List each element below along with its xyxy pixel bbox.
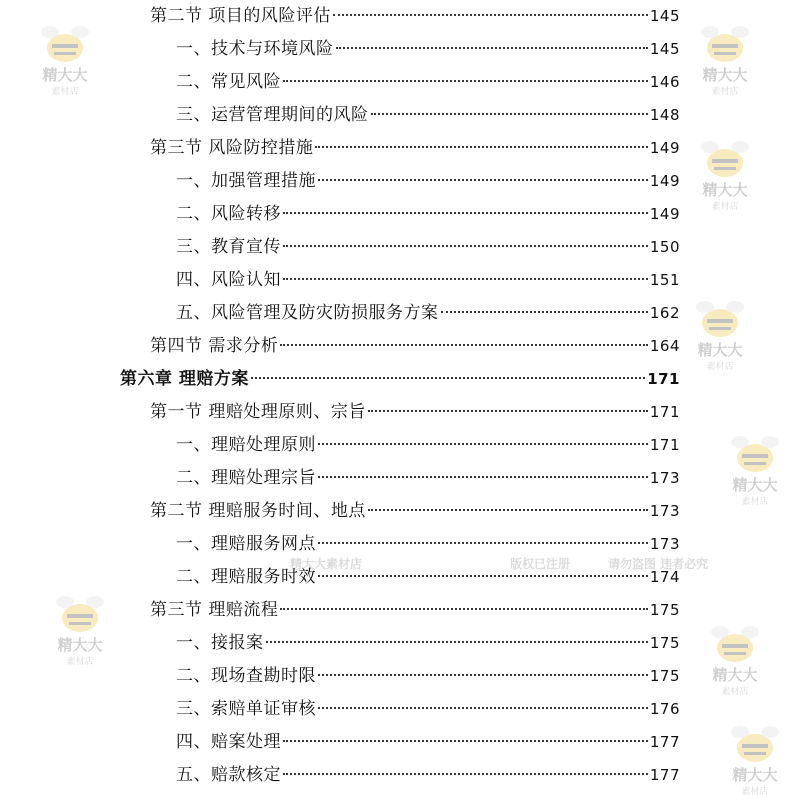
toc-title: 第六章 理赔方案 [120, 369, 249, 389]
toc-leader-dots [333, 14, 648, 16]
toc-title: 三、运营管理期间的风险 [176, 105, 369, 125]
toc-entry-item [176, 198, 680, 231]
toc-entry-item [176, 99, 680, 132]
toc-title: 第二节 项目的风险评估 [150, 6, 331, 26]
toc-entry-item [176, 528, 680, 561]
toc-title: 二、理赔服务时效 [176, 567, 316, 587]
toc-page-number: 162 [649, 304, 680, 322]
toc-title: 五、赔款核定 [176, 765, 281, 785]
watermark-text: 请勿盗图 违者必究 [608, 557, 709, 571]
toc-page-number: 173 [649, 469, 680, 487]
toc-leader-dots [336, 47, 648, 49]
svg-text:素材店: 素材店 [741, 497, 769, 507]
toc-page-number: 174 [649, 568, 680, 586]
toc-page-number: 175 [649, 601, 680, 619]
toc-leader-dots [318, 575, 648, 577]
toc-page-number: 149 [649, 139, 680, 157]
toc-leader-dots [283, 212, 648, 214]
toc-leader-dots [368, 509, 648, 511]
toc-entry-section [150, 495, 680, 528]
toc-page-number: 175 [649, 634, 680, 652]
toc-leader-dots [368, 410, 648, 412]
toc-page-number: 151 [649, 271, 680, 289]
svg-text:素材店: 素材店 [51, 87, 79, 97]
toc-page-number: 149 [649, 172, 680, 190]
toc-title: 二、常见风险 [176, 72, 281, 92]
toc-leader-dots [251, 377, 645, 379]
toc-entry-item [176, 759, 680, 792]
toc-title: 三、索赔单证审核 [176, 699, 316, 719]
toc-page-number: 148 [649, 106, 680, 124]
toc-title: 一、接报案 [176, 633, 264, 653]
toc-leader-dots [441, 311, 648, 313]
watermark-text: 精大大素材店 [290, 557, 363, 571]
toc-page-number: 176 [649, 700, 680, 718]
svg-text:精大大: 精大大 [697, 341, 743, 359]
toc-page-number: 145 [649, 7, 680, 25]
toc-entry-item [176, 561, 680, 594]
svg-text:精大大: 精大大 [732, 766, 778, 784]
toc-page-number: 173 [649, 502, 680, 520]
toc-page-number: 164 [649, 337, 680, 355]
svg-text:精大大: 精大大 [42, 66, 88, 84]
toc-title: 三、教育宣传 [176, 237, 281, 257]
watermark-text: 版权已注册 [510, 557, 571, 571]
toc-leader-dots [266, 641, 648, 643]
toc-entry-item [176, 297, 680, 330]
toc-leader-dots [318, 674, 648, 676]
svg-text:精大大: 精大大 [732, 476, 778, 494]
toc-entry-item [176, 231, 680, 264]
toc-entry-section [150, 396, 680, 429]
toc-leader-dots [318, 179, 648, 181]
toc-page-number: 149 [649, 205, 680, 223]
toc-leader-dots [371, 113, 648, 115]
toc-page-number: 150 [649, 238, 680, 256]
toc-title: 第二节 理赔服务时间、地点 [150, 501, 366, 521]
toc-entry-section [150, 0, 680, 33]
toc-title: 二、现场查勘时限 [176, 666, 316, 686]
toc-entry-item [176, 462, 680, 495]
svg-text:精大大: 精大大 [702, 181, 748, 199]
toc-page-number: 145 [649, 40, 680, 58]
toc-leader-dots [318, 542, 648, 544]
toc-title: 一、理赔服务网点 [176, 534, 316, 554]
toc-title: 二、理赔处理宗旨 [176, 468, 316, 488]
svg-text:素材店: 素材店 [711, 87, 739, 97]
toc-title: 一、理赔处理原则 [176, 435, 316, 455]
toc-entry-item [176, 660, 680, 693]
toc-title: 四、赔案处理 [176, 732, 281, 752]
toc-leader-dots [280, 608, 647, 610]
toc-entry-item [176, 693, 680, 726]
toc-leader-dots [318, 476, 648, 478]
toc-leader-dots [283, 773, 648, 775]
toc-entry-item [176, 264, 680, 297]
toc-leader-dots [283, 80, 648, 82]
toc-title: 第三节 理赔流程 [150, 600, 279, 620]
toc-leader-dots [280, 344, 647, 346]
toc-title: 五、风险管理及防灾防损服务方案 [176, 303, 439, 323]
toc-page-number: 171 [647, 370, 680, 388]
svg-text:素材店: 素材店 [741, 787, 769, 797]
toc-entry-section [150, 594, 680, 627]
toc-title: 四、风险认知 [176, 270, 281, 290]
toc-title: 第一节 理赔处理原则、宗旨 [150, 402, 366, 422]
toc-title: 一、技术与环境风险 [176, 39, 334, 59]
toc-leader-dots [283, 278, 648, 280]
toc-leader-dots [318, 443, 648, 445]
toc-entry-item [176, 33, 680, 66]
svg-text:素材店: 素材店 [711, 202, 739, 212]
toc-page-number: 177 [649, 733, 680, 751]
svg-text:精大大: 精大大 [712, 666, 758, 684]
svg-text:素材店: 素材店 [721, 687, 749, 697]
toc-title: 一、加强管理措施 [176, 171, 316, 191]
toc-page-number: 177 [649, 766, 680, 784]
toc-page-number: 171 [649, 436, 680, 454]
toc-title: 第三节 风险防控措施 [150, 138, 314, 158]
svg-text:精大大: 精大大 [57, 636, 103, 654]
toc-leader-dots [315, 146, 647, 148]
toc-entry-chapter [120, 363, 680, 396]
toc-leader-dots [283, 245, 648, 247]
toc-title: 二、风险转移 [176, 204, 281, 224]
svg-text:素材店: 素材店 [66, 657, 94, 667]
toc-page-number: 171 [649, 403, 680, 421]
toc-entry-section [150, 330, 680, 363]
svg-text:素材店: 素材店 [706, 362, 734, 372]
toc-entry-item [176, 429, 680, 462]
toc-leader-dots [283, 740, 648, 742]
toc-entry-item [176, 726, 680, 759]
toc-entry-section [150, 132, 680, 165]
toc-leader-dots [318, 707, 648, 709]
toc-entry-item [176, 66, 680, 99]
toc-entry-item [176, 627, 680, 660]
toc-title: 第四节 需求分析 [150, 336, 279, 356]
toc-page-number: 173 [649, 535, 680, 553]
toc-page-number: 146 [649, 73, 680, 91]
toc-entry-item [176, 165, 680, 198]
svg-text:精大大: 精大大 [702, 66, 748, 84]
toc-page-number: 175 [649, 667, 680, 685]
